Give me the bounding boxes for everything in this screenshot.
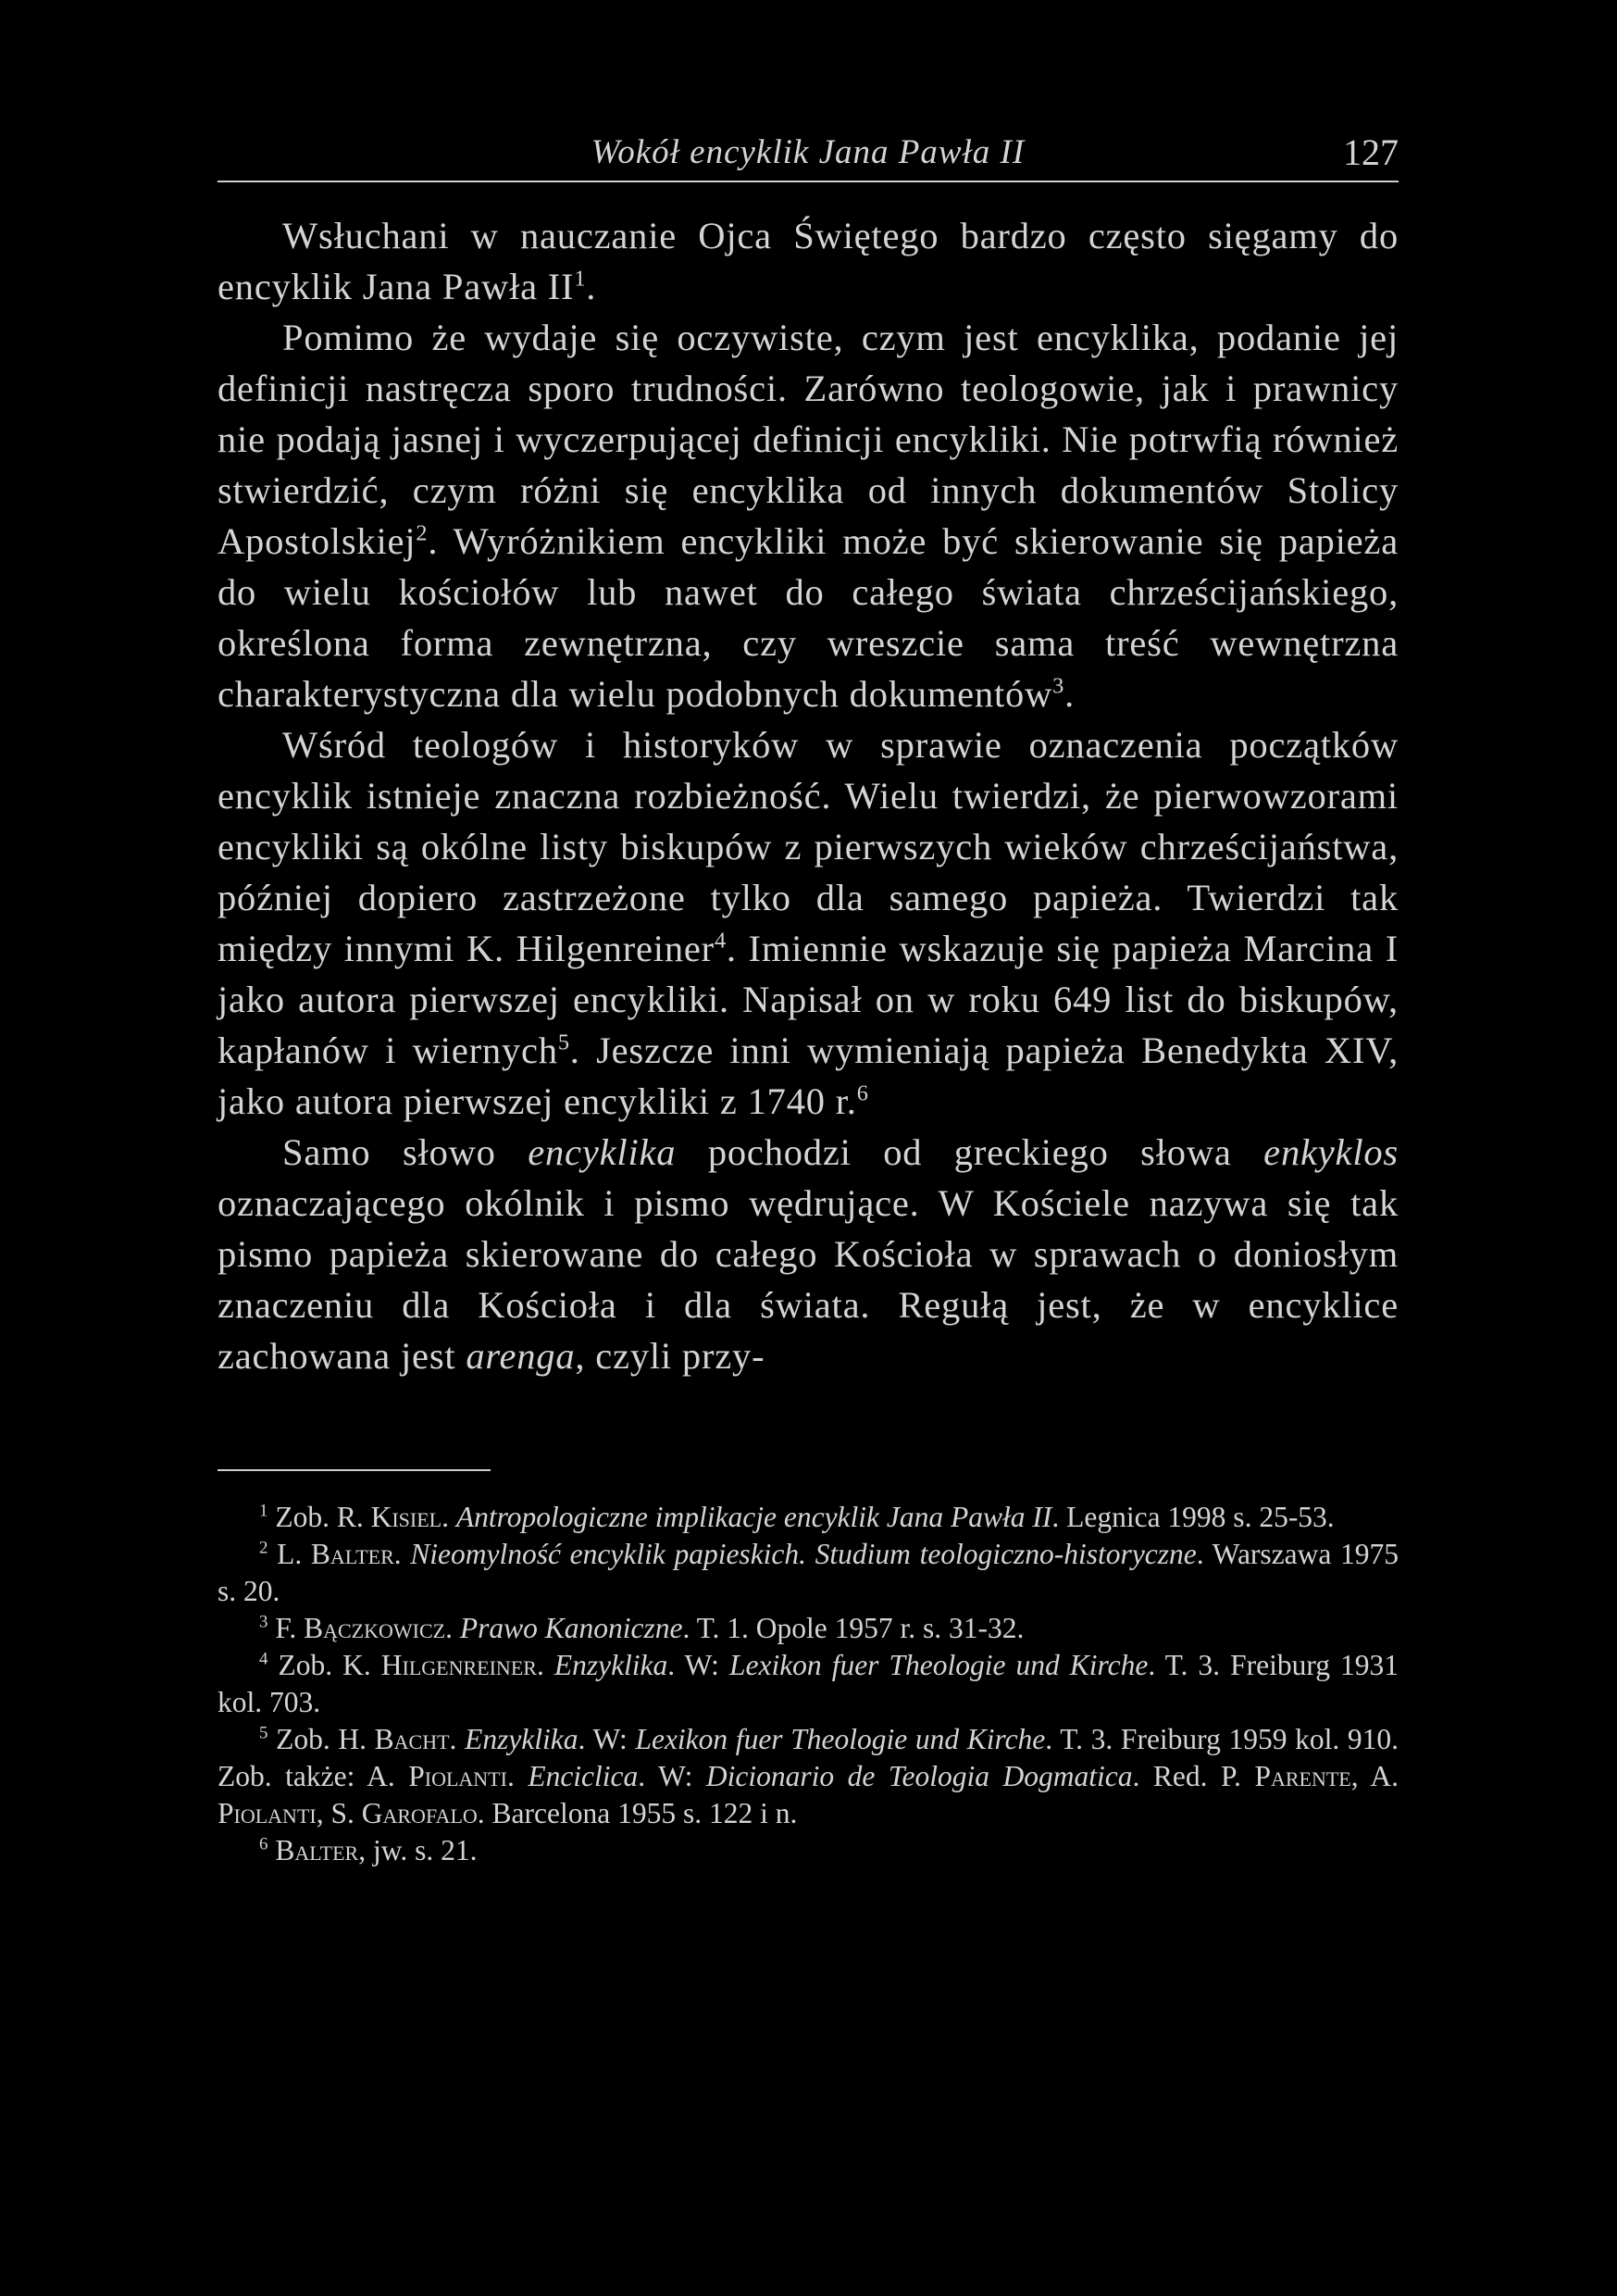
paragraph-3 (218, 719, 1399, 1127)
text-run: . W: (638, 1760, 706, 1792)
footnote-ref-3: 3 (1052, 673, 1065, 699)
work-title: Antropologiczne implikacje encyklik Jana Pawła II (455, 1501, 1052, 1533)
work-title: Enzyklika (465, 1723, 578, 1755)
text-run: . (442, 1501, 456, 1533)
footnote-number: 3 (259, 1612, 268, 1632)
paragraph-1 (218, 210, 1399, 312)
footnote-separator (218, 1469, 491, 1471)
text-run: , A. (1350, 1760, 1399, 1792)
main-text (218, 210, 1399, 1381)
text-run: . (506, 1760, 529, 1792)
text-run: . (445, 1612, 460, 1644)
footnote-number: 5 (259, 1723, 268, 1743)
running-title: Wokół encyklik Jana Pawła II (591, 133, 1026, 171)
work-title: Prawo Kanoniczne (459, 1612, 683, 1644)
text-run: . (586, 266, 597, 307)
text-run: . (1064, 673, 1076, 715)
book-page (218, 125, 1399, 1869)
author-name: Piolanti (408, 1760, 507, 1792)
text-run: . Jeszcze inni wymieniają papieża Benedykta XIV, jako autora pierwszej encykliki z 1740 r. (218, 1029, 1399, 1122)
footnote-ref-4: 4 (714, 928, 727, 954)
author-name: Kisiel (370, 1501, 442, 1533)
author-name: Balter (310, 1538, 394, 1570)
text-run: . Warszawa 1975 s. 20. (218, 1538, 1399, 1607)
text-run: oznaczającego okólnik i pismo wędrujące. W Kościele nazywa się tak pismo papieża skierowane do całego Kościoła w sprawach o doniosłym znaczeniu dla Kościoła i dla świata. Regułą jest, że w encyklice zachowana jest (218, 1182, 1399, 1377)
work-title: Enciclica (528, 1760, 639, 1792)
text-run: . (449, 1723, 466, 1755)
text-run: L. (277, 1538, 311, 1570)
author-name: Parente (1254, 1760, 1351, 1792)
text-run: . Legnica 1998 s. 25-53. (1051, 1501, 1335, 1533)
text-run: . T. 3. Freiburg 1931 kol. 703. (218, 1649, 1399, 1718)
footnotes (218, 1499, 1399, 1869)
author-name: Hilgenreiner (380, 1649, 537, 1681)
footnote-4 (218, 1647, 1399, 1721)
text-run: Zob. K. (278, 1649, 381, 1681)
text-run: Samo słowo (282, 1131, 529, 1173)
running-header (218, 125, 1399, 182)
footnote-ref-2: 2 (416, 520, 429, 546)
text-run: . (536, 1649, 554, 1681)
footnote-6 (218, 1832, 1399, 1869)
footnote-number: 1 (259, 1501, 268, 1521)
footnote-ref-1: 1 (574, 266, 587, 292)
footnote-5 (218, 1721, 1399, 1832)
emphasis: arenga (466, 1335, 576, 1377)
footnote-2 (218, 1536, 1399, 1610)
text-run: , S. (316, 1797, 362, 1829)
emphasis: encyklika (528, 1131, 677, 1173)
page-number: 127 (1343, 131, 1399, 173)
text-run: Wśród teologów i historyków w sprawie oznaczenia początków encyklik istnieje znaczna rozbieżność. Wielu twierdzi, że pierwowzorami encykliki są okólne listy biskupów z pierwszych wieków chrześcijaństwa, później dopiero zastrzeżone tylko dla samego papieża. Twierdzi tak między innymi K. Hilgenreiner (218, 724, 1399, 969)
footnote-number: 6 (259, 1834, 268, 1854)
work-title: Enzyklika (554, 1649, 668, 1681)
text-run: Pomimo że wydaje się oczywiste, czym jest encyklika, podanie jej definicji nastręcza sporo trudności. Zarówno teologowie, jak i prawnicy nie podają jasnej i wyczerpującej definicji encykliki. Nie potrwfią również stwierdzić, czym różni się encyklika od innych dokumentów Stolicy Apostolskiej (218, 317, 1399, 562)
footnote-3 (218, 1610, 1399, 1647)
author-name: Balter (275, 1834, 359, 1866)
footnote-ref-6: 6 (856, 1080, 869, 1106)
text-run: Zob. H. (276, 1723, 375, 1755)
footnote-1 (218, 1499, 1399, 1536)
work-title: Nieomylność encyklik papieskich. Studium teologiczno-historyczne (410, 1538, 1197, 1570)
text-run: , czyli przy- (575, 1335, 765, 1377)
text-run: . T. 3. Freiburg 1959 kol. 910. Zob. także: A. (218, 1723, 1399, 1792)
text-run: . T. 1. Opole 1957 r. s. 31-32. (682, 1612, 1025, 1644)
text-run: pochodzi od greckiego słowa (676, 1131, 1264, 1173)
author-name: Garofalo (361, 1797, 478, 1829)
text-run: . Wyróżnikiem encykliki może być skierowanie się papieża do wielu kościołów lub nawet do całego świata chrześcijańskiego, określona forma zewnętrzna, czy wreszcie sama treść wewnętrzna charakterystyczna dla wielu podobnych dokumentów (218, 520, 1399, 715)
work-title: Lexikon fuer Theologie und Kirche (635, 1723, 1046, 1755)
text-run: . Red. P. (1132, 1760, 1255, 1792)
paragraph-4 (218, 1127, 1399, 1381)
footnote-ref-5: 5 (557, 1029, 570, 1055)
text-run: , jw. s. 21. (358, 1834, 478, 1866)
author-name: Bączkowicz (304, 1612, 446, 1644)
work-title: Dicionario de Teologia Dogmatica (705, 1760, 1133, 1792)
author-name: Piolanti (218, 1797, 317, 1829)
work-title: Lexikon fuer Theologie und Kirche (728, 1649, 1149, 1681)
author-name: Bacht (374, 1723, 450, 1755)
text-run: . W: (578, 1723, 636, 1755)
text-run: Zob. R. (275, 1501, 371, 1533)
emphasis: enkyklos (1263, 1131, 1399, 1173)
paragraph-2 (218, 312, 1399, 719)
text-run: F. (275, 1612, 305, 1644)
text-run: . (393, 1538, 411, 1570)
footnote-number: 2 (259, 1538, 268, 1558)
footnote-number: 4 (259, 1649, 268, 1669)
text-run: Wsłuchani w nauczanie Ojca Świętego bardzo często sięgamy do encyklik Jana Pawła II (218, 215, 1399, 307)
text-run: . Barcelona 1955 s. 122 i n. (477, 1797, 798, 1829)
text-run: . Imiennie wskazuje się papieża Marcina I jako autora pierwszej encykliki. Napisał on w roku 649 list do biskupów, kapłanów i wiernych (218, 928, 1399, 1071)
text-run: . W: (667, 1649, 729, 1681)
